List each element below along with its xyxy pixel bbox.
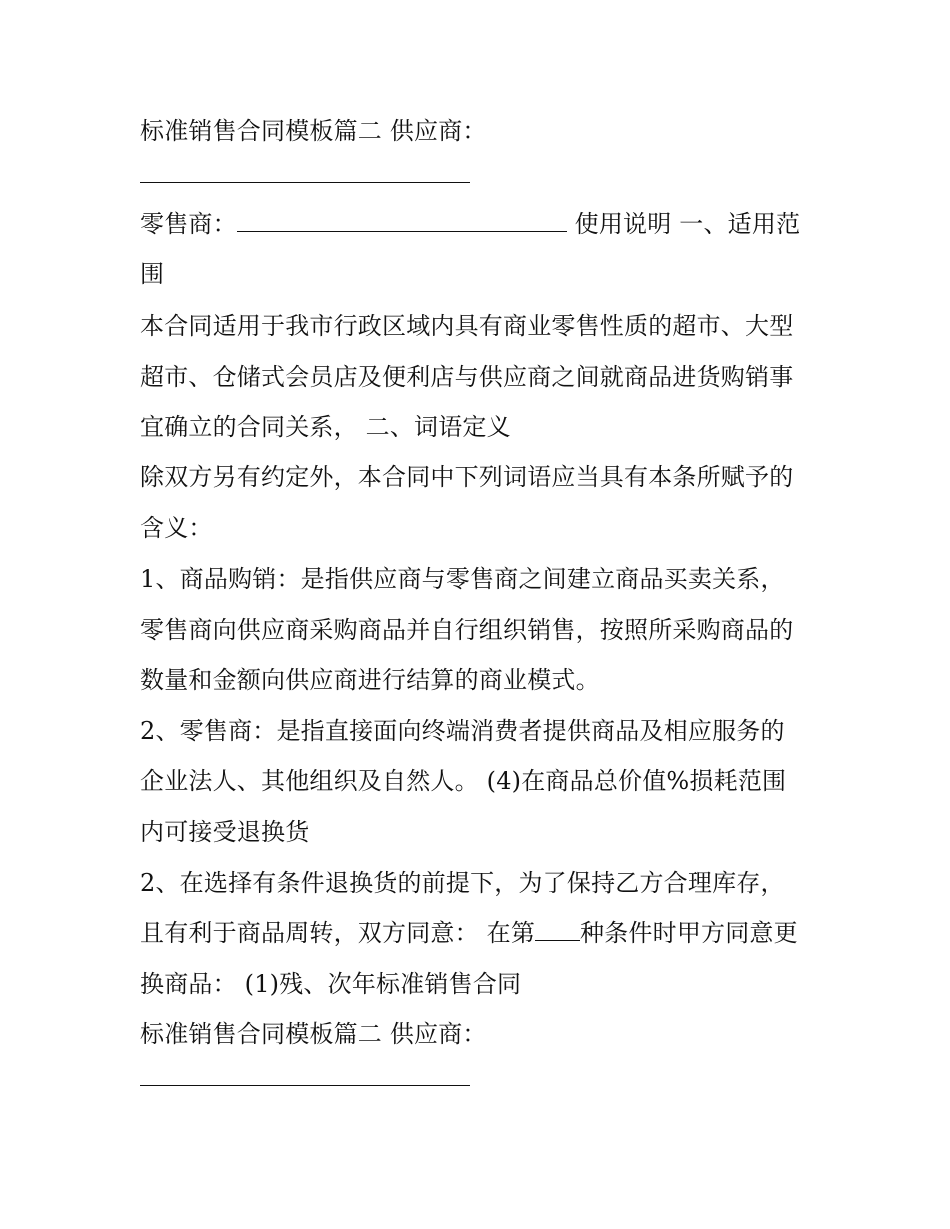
supplier-blank[interactable]: [140, 1063, 470, 1086]
text-line: 含义：: [140, 514, 213, 542]
doc-title-line-repeat: 标准销售合同模板篇二 供应商：: [140, 1020, 487, 1048]
text-line: 企业法人、其他组织及自然人。 (4)在商品总价值%损耗范围: [140, 767, 787, 795]
text-line: 除双方另有约定外，本合同中下列词语应当具有本条所赋予的: [140, 463, 794, 491]
supplier-blank-line: [140, 160, 470, 190]
text-line: 本合同适用于我市行政区域内具有商业零售性质的超市、大型: [140, 312, 794, 340]
doc-title-line: 标准销售合同模板篇二 供应商：: [140, 117, 487, 145]
text-line: 围: [140, 260, 165, 288]
text-line: 2、在选择有条件退换货的前提下，为了保持乙方合理库存，: [140, 869, 785, 897]
text-line: 内可接受退换货: [140, 818, 310, 846]
retailer-line: [140, 209, 800, 239]
condition-text-after: 种条件时甲方同意更: [580, 919, 798, 947]
text-line: 换商品： (1)残、次年标准销售合同: [140, 970, 522, 998]
retailer-label: 零售商：: [140, 210, 237, 238]
text-line: 2、零售商：是指直接面向终端消费者提供商品及相应服务的: [140, 717, 785, 745]
text-line: 数量和金额向供应商进行结算的商业模式。: [140, 666, 600, 694]
text-line: 超市、仓储式会员店及便利店与供应商之间就商品进货购销事: [140, 363, 794, 391]
supplier-blank-line-repeat: [140, 1063, 470, 1093]
condition-line: [140, 918, 798, 948]
supplier-blank[interactable]: [140, 160, 470, 183]
condition-blank[interactable]: [535, 918, 580, 941]
text-line: 1、商品购销：是指供应商与零售商之间建立商品买卖关系，: [140, 565, 785, 593]
text-line: 宜确立的合同关系， 二、词语定义: [140, 413, 511, 441]
condition-text-before: 且有利于商品周转，双方同意： 在第: [140, 919, 536, 947]
retailer-blank[interactable]: [237, 209, 567, 232]
usage-heading: 使用说明 一、适用范: [574, 210, 801, 238]
text-line: 零售商向供应商采购商品并自行组织销售，按照所采购商品的: [140, 616, 794, 644]
